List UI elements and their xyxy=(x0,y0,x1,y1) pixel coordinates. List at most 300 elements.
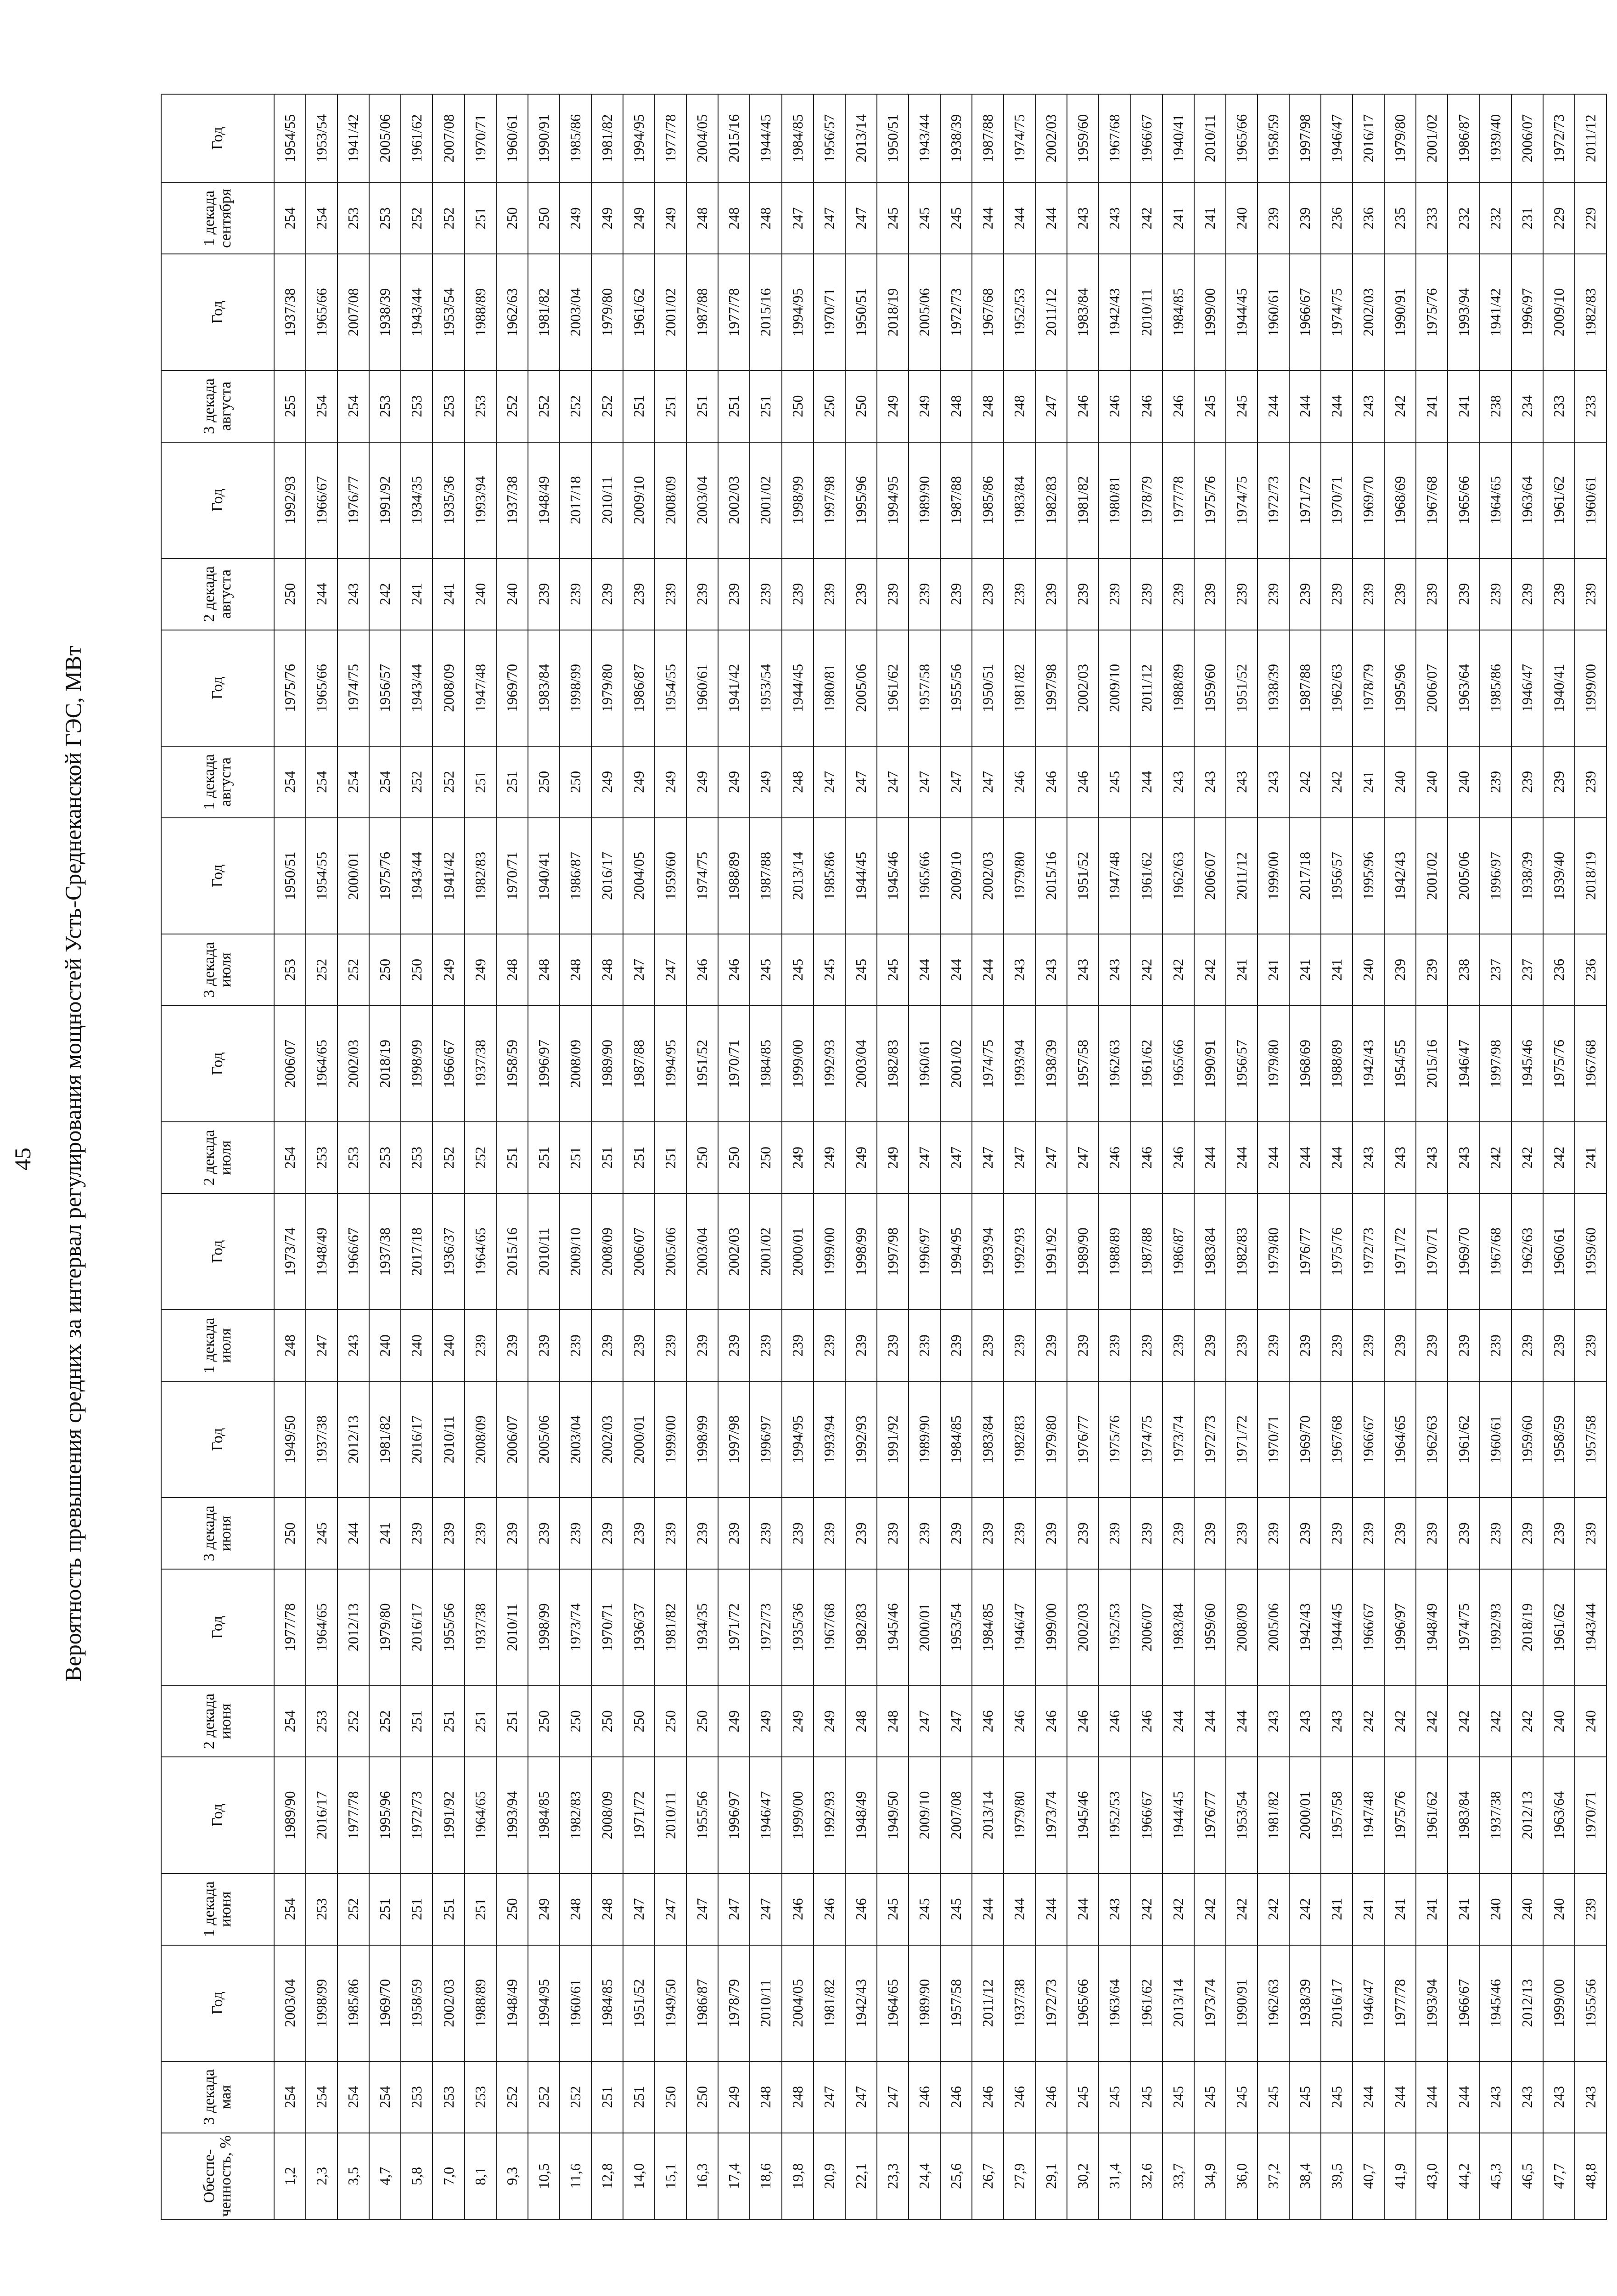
table-cell: 1995/96 xyxy=(369,1757,401,1873)
table-cell: 239 xyxy=(782,1497,814,1569)
table-cell: 48,8 xyxy=(1575,2133,1606,2219)
table-cell: 239 xyxy=(1035,1310,1067,1381)
table-cell: 239 xyxy=(1353,1497,1384,1569)
table-cell: 2012/13 xyxy=(1511,1945,1543,2061)
table-cell: 1985/86 xyxy=(1480,630,1511,746)
table-cell: 249 xyxy=(877,1122,909,1193)
table-cell: 243 xyxy=(1035,934,1067,1006)
table-cell: 1977/78 xyxy=(655,94,686,182)
table-cell: 247 xyxy=(718,1874,750,1945)
table-cell: 1970/71 xyxy=(465,94,496,182)
table-cell: 1936/37 xyxy=(432,1193,464,1310)
table-cell: 254 xyxy=(369,746,401,818)
table-cell: 1951/52 xyxy=(686,1006,718,1122)
table-row xyxy=(401,94,432,2219)
table-cell: 1966/67 xyxy=(1353,1569,1384,1685)
table-cell: 246 xyxy=(814,1874,845,1945)
table-cell: 1965/66 xyxy=(1226,94,1258,182)
table-cell: 1954/55 xyxy=(655,630,686,746)
table-cell: 239 xyxy=(1194,1310,1226,1381)
table-cell: 2006/07 xyxy=(1416,630,1448,746)
table-cell: 1992/93 xyxy=(274,442,306,558)
table-cell: 1950/51 xyxy=(972,630,1004,746)
table-cell: 1953/54 xyxy=(750,630,781,746)
table-cell: 1942/43 xyxy=(1099,254,1130,370)
table-cell: 2007/08 xyxy=(432,94,464,182)
table-cell: 242 xyxy=(1511,1122,1543,1193)
column-header: Год xyxy=(161,818,274,934)
table-cell: 239 xyxy=(528,1310,560,1381)
table-cell: 242 xyxy=(1384,371,1416,442)
table-cell: 248 xyxy=(750,182,781,254)
table-cell: 245 xyxy=(1194,2061,1226,2133)
table-cell: 1978/79 xyxy=(1131,442,1162,558)
table-cell: 242 xyxy=(1131,1874,1162,1945)
table-cell: 2002/03 xyxy=(1067,630,1099,746)
table-cell: 243 xyxy=(1099,934,1130,1006)
table-cell: 246 xyxy=(718,934,750,1006)
table-cell: 242 xyxy=(1384,1685,1416,1757)
table-cell: 229 xyxy=(1575,182,1606,254)
table-cell: 1977/78 xyxy=(274,1569,306,1685)
table-cell: 241 xyxy=(1162,182,1194,254)
table-cell: 245 xyxy=(1099,2061,1130,2133)
table-cell: 1988/89 xyxy=(1099,1193,1130,1310)
table-cell: 26,7 xyxy=(972,2133,1004,2219)
table-cell: 242 xyxy=(1131,182,1162,254)
table-cell: 1988/89 xyxy=(718,818,750,934)
table-cell: 254 xyxy=(274,1122,306,1193)
table-cell: 244 xyxy=(1067,1874,1099,1945)
table-cell: 238 xyxy=(1480,371,1511,442)
table-cell: 2012/13 xyxy=(337,1569,369,1685)
table-cell: 1943/44 xyxy=(401,254,432,370)
table-cell: 1973/74 xyxy=(274,1193,306,1310)
table-cell: 242 xyxy=(1258,1874,1289,1945)
table-cell: 1985/86 xyxy=(814,818,845,934)
table-cell: 240 xyxy=(1416,746,1448,818)
table-cell: 2008/09 xyxy=(465,1381,496,1497)
table-cell: 1944/45 xyxy=(1162,1757,1194,1873)
table-cell: 249 xyxy=(591,182,623,254)
table-row xyxy=(1384,94,1416,2219)
table-cell: 1938/39 xyxy=(1289,1945,1321,2061)
table-cell: 244 xyxy=(909,934,940,1006)
table-cell: 1994/95 xyxy=(940,1193,972,1310)
table-cell: 1981/82 xyxy=(1258,1757,1289,1873)
table-cell: 239 xyxy=(1289,1310,1321,1381)
table-cell: 1972/73 xyxy=(750,1569,781,1685)
table-cell: 239 xyxy=(1416,934,1448,1006)
table-cell: 1991/92 xyxy=(369,442,401,558)
table-cell: 243 xyxy=(1194,746,1226,818)
table-cell: 248 xyxy=(1004,371,1035,442)
table-cell: 240 xyxy=(1480,1874,1511,1945)
table-cell: 1937/38 xyxy=(1480,1757,1511,1873)
table-cell: 252 xyxy=(496,371,528,442)
table-cell: 247 xyxy=(814,746,845,818)
column-header: 2 декада августа xyxy=(161,558,274,630)
table-cell: 1987/88 xyxy=(1289,630,1321,746)
table-cell: 1966/67 xyxy=(1353,1381,1384,1497)
table-cell: 241 xyxy=(1416,371,1448,442)
table-cell: 1937/38 xyxy=(465,1569,496,1685)
table-cell: 1985/86 xyxy=(337,1945,369,2061)
table-cell: 246 xyxy=(1004,746,1035,818)
page-number: 45 xyxy=(10,1148,35,1171)
table-cell: 239 xyxy=(528,558,560,630)
table-cell: 239 xyxy=(1511,1310,1543,1381)
column-header: Год xyxy=(161,1757,274,1873)
table-cell: 2016/17 xyxy=(401,1569,432,1685)
table-cell: 239 xyxy=(1480,1497,1511,1569)
table-cell: 2008/09 xyxy=(591,1757,623,1873)
table-cell: 239 xyxy=(909,1497,940,1569)
table-cell: 254 xyxy=(306,746,337,818)
table-cell: 251 xyxy=(718,371,750,442)
table-cell: 1952/53 xyxy=(1004,254,1035,370)
table-cell: 239 xyxy=(655,558,686,630)
table-cell: 1974/75 xyxy=(972,1006,1004,1122)
table-cell: 1949/50 xyxy=(655,1945,686,2061)
table-cell: 1934/35 xyxy=(401,442,432,558)
table-cell: 2006/07 xyxy=(623,1193,655,1310)
table-cell: 248 xyxy=(274,1310,306,1381)
table-cell: 1968/69 xyxy=(1289,1006,1321,1122)
table-cell: 2001/02 xyxy=(940,1006,972,1122)
table-cell: 2001/02 xyxy=(750,442,781,558)
table-cell: 1997/98 xyxy=(877,1193,909,1310)
table-cell: 1990/91 xyxy=(1384,254,1416,370)
table-cell: 243 xyxy=(1099,1874,1130,1945)
table-cell: 1938/39 xyxy=(1258,630,1289,746)
table-cell: 45,3 xyxy=(1480,2133,1511,2219)
table-cell: 1968/69 xyxy=(1384,442,1416,558)
table-cell: 1955/56 xyxy=(686,1757,718,1873)
table-cell: 239 xyxy=(1067,1310,1099,1381)
table-cell: 1996/97 xyxy=(1511,254,1543,370)
table-row xyxy=(274,94,306,2219)
table-cell: 247 xyxy=(909,746,940,818)
table-cell: 243 xyxy=(1384,1122,1416,1193)
table-cell: 1937/38 xyxy=(306,1381,337,1497)
table-cell: 253 xyxy=(401,2061,432,2133)
table-cell: 1,2 xyxy=(274,2133,306,2219)
table-cell: 1966/67 xyxy=(306,442,337,558)
table-cell: 1973/74 xyxy=(1194,1945,1226,2061)
table-cell: 1987/88 xyxy=(1131,1193,1162,1310)
table-cell: 1953/54 xyxy=(940,1569,972,1685)
table-cell: 249 xyxy=(623,746,655,818)
table-cell: 239 xyxy=(623,1310,655,1381)
table-cell: 2003/04 xyxy=(560,1381,591,1497)
table-cell: 2,3 xyxy=(306,2133,337,2219)
table-body xyxy=(274,94,1606,2219)
table-cell: 250 xyxy=(528,1685,560,1757)
table-cell: 239 xyxy=(845,1310,877,1381)
table-cell: 1962/63 xyxy=(1258,1945,1289,2061)
table-cell: 251 xyxy=(560,1122,591,1193)
table-row xyxy=(782,94,814,2219)
table-cell: 1938/39 xyxy=(1035,1006,1067,1122)
table-cell: 2016/17 xyxy=(1353,94,1384,182)
table-cell: 1986/87 xyxy=(623,630,655,746)
table-cell: 250 xyxy=(528,182,560,254)
table-cell: 2002/03 xyxy=(432,1945,464,2061)
table-cell: 252 xyxy=(591,371,623,442)
table-cell: 1981/82 xyxy=(1067,442,1099,558)
table-cell: 254 xyxy=(306,371,337,442)
table-cell: 244 xyxy=(1353,2061,1384,2133)
table-cell: 245 xyxy=(845,934,877,1006)
table-cell: 8,1 xyxy=(465,2133,496,2219)
table-cell: 1967/68 xyxy=(814,1569,845,1685)
table-cell: 29,1 xyxy=(1035,2133,1067,2219)
table-cell: 1961/62 xyxy=(1448,1381,1479,1497)
table-cell: 37,2 xyxy=(1258,2133,1289,2219)
table-cell: 1965/66 xyxy=(1162,1006,1194,1122)
table-cell: 2005/06 xyxy=(909,254,940,370)
table-cell: 1994/95 xyxy=(782,254,814,370)
column-header: Год xyxy=(161,1381,274,1497)
table-cell: 248 xyxy=(782,746,814,818)
table-cell: 39,5 xyxy=(1321,2133,1353,2219)
table-cell: 242 xyxy=(1194,1874,1226,1945)
table-cell: 1996/97 xyxy=(1480,818,1511,934)
table-cell: 252 xyxy=(528,2061,560,2133)
table-cell: 20,9 xyxy=(814,2133,845,2219)
table-cell: 247 xyxy=(845,746,877,818)
table-cell: 244 xyxy=(972,1874,1004,1945)
table-cell: 1972/73 xyxy=(401,1757,432,1873)
table-cell: 1990/91 xyxy=(528,94,560,182)
table-cell: 245 xyxy=(306,1497,337,1569)
table-cell: 1938/39 xyxy=(369,254,401,370)
table-cell: 251 xyxy=(432,1685,464,1757)
table-cell: 1973/74 xyxy=(1162,1381,1194,1497)
table-cell: 2003/04 xyxy=(274,1945,306,2061)
table-cell: 1982/83 xyxy=(877,1006,909,1122)
table-cell: 2000/01 xyxy=(623,1381,655,1497)
table-cell: 1957/58 xyxy=(1575,1381,1606,1497)
table-cell: 2001/02 xyxy=(750,1193,781,1310)
table-cell: 239 xyxy=(1543,558,1575,630)
table-cell: 250 xyxy=(718,1122,750,1193)
table-row xyxy=(814,94,845,2219)
table-cell: 239 xyxy=(972,1497,1004,1569)
table-cell: 1985/86 xyxy=(560,94,591,182)
table-row xyxy=(940,94,972,2219)
table-cell: 239 xyxy=(591,1497,623,1569)
table-cell: 243 xyxy=(1416,1122,1448,1193)
table-header-row xyxy=(161,94,274,2219)
table-cell: 239 xyxy=(909,558,940,630)
table-cell: 2017/18 xyxy=(560,442,591,558)
table-cell: 239 xyxy=(1416,1497,1448,1569)
table-cell: 1999/00 xyxy=(782,1006,814,1122)
table-row xyxy=(1004,94,1035,2219)
table-cell: 246 xyxy=(1131,371,1162,442)
table-cell: 2003/04 xyxy=(560,254,591,370)
column-header: Год xyxy=(161,630,274,746)
table-cell: 240 xyxy=(401,1310,432,1381)
table-cell: 1977/78 xyxy=(1162,442,1194,558)
table-cell: 245 xyxy=(1226,371,1258,442)
table-cell: 2015/16 xyxy=(496,1193,528,1310)
table-cell: 1969/70 xyxy=(1448,1193,1479,1310)
table-cell: 1951/52 xyxy=(1067,818,1099,934)
table-cell: 239 xyxy=(1511,558,1543,630)
table-cell: 249 xyxy=(782,1122,814,1193)
table-cell: 245 xyxy=(909,182,940,254)
table-cell: 251 xyxy=(623,2061,655,2133)
table-cell: 246 xyxy=(1004,2061,1035,2133)
probability-table xyxy=(161,94,1607,2220)
table-cell: 1970/71 xyxy=(1321,442,1353,558)
table-cell: 1962/63 xyxy=(1416,1381,1448,1497)
table-cell: 1997/98 xyxy=(1035,630,1067,746)
table-cell: 2006/07 xyxy=(274,1006,306,1122)
table-cell: 243 xyxy=(1353,1122,1384,1193)
table-cell: 239 xyxy=(1543,1310,1575,1381)
table-cell: 239 xyxy=(845,1497,877,1569)
table-cell: 242 xyxy=(1353,1685,1384,1757)
table-cell: 2003/04 xyxy=(686,1193,718,1310)
table-cell: 241 xyxy=(1353,1874,1384,1945)
table-cell: 2011/12 xyxy=(972,1945,1004,2061)
table-cell: 239 xyxy=(1289,182,1321,254)
table-cell: 253 xyxy=(465,371,496,442)
table-cell: 254 xyxy=(274,1874,306,1945)
table-cell: 239 xyxy=(877,558,909,630)
table-cell: 2001/02 xyxy=(655,254,686,370)
table-cell: 244 xyxy=(1035,182,1067,254)
table-cell: 1988/89 xyxy=(1162,630,1194,746)
table-cell: 1979/80 xyxy=(591,630,623,746)
table-cell: 239 xyxy=(1575,1310,1606,1381)
table-cell: 247 xyxy=(623,1874,655,1945)
table-cell: 242 xyxy=(1289,746,1321,818)
column-header: 1 декада сентября xyxy=(161,182,274,254)
table-cell: 251 xyxy=(623,1122,655,1193)
table-cell: 1983/84 xyxy=(528,630,560,746)
table-cell: 1974/75 xyxy=(1131,1381,1162,1497)
table-cell: 241 xyxy=(1321,934,1353,1006)
table-cell: 239 xyxy=(1575,746,1606,818)
table-cell: 1987/88 xyxy=(623,1006,655,1122)
table-cell: 252 xyxy=(337,1874,369,1945)
table-cell: 1959/60 xyxy=(1194,630,1226,746)
table-cell: 242 xyxy=(1289,1874,1321,1945)
table-cell: 12,8 xyxy=(591,2133,623,2219)
table-cell: 1974/75 xyxy=(1321,254,1353,370)
column-header: 3 декада августа xyxy=(161,371,274,442)
table-cell: 15,1 xyxy=(655,2133,686,2219)
table-cell: 1951/52 xyxy=(1226,630,1258,746)
table-cell: 244 xyxy=(1194,1122,1226,1193)
table-cell: 239 xyxy=(1384,1497,1416,1569)
table-cell: 1971/72 xyxy=(623,1757,655,1873)
table-cell: 1970/71 xyxy=(496,818,528,934)
table-cell: 1946/47 xyxy=(750,1757,781,1873)
table-cell: 2007/08 xyxy=(940,1757,972,1873)
table-cell: 244 xyxy=(1258,371,1289,442)
table-cell: 1989/90 xyxy=(909,1945,940,2061)
table-cell: 1964/65 xyxy=(877,1945,909,2061)
table-cell: 247 xyxy=(1004,1122,1035,1193)
table-cell: 248 xyxy=(686,182,718,254)
table-cell: 250 xyxy=(845,371,877,442)
table-cell: 241 xyxy=(1416,1874,1448,1945)
table-cell: 2015/16 xyxy=(718,94,750,182)
table-cell: 1958/59 xyxy=(496,1006,528,1122)
table-cell: 241 xyxy=(1353,746,1384,818)
table-cell: 2010/11 xyxy=(750,1945,781,2061)
table-cell: 1948/49 xyxy=(845,1757,877,1873)
table-cell: 1949/50 xyxy=(877,1757,909,1873)
table-cell: 1993/94 xyxy=(1004,1006,1035,1122)
table-cell: 1972/73 xyxy=(940,254,972,370)
table-cell: 243 xyxy=(1480,2061,1511,2133)
table-cell: 1998/99 xyxy=(306,1945,337,2061)
table-cell: 1999/00 xyxy=(655,1381,686,1497)
table-cell: 249 xyxy=(686,746,718,818)
table-cell: 2013/14 xyxy=(845,94,877,182)
table-cell: 243 xyxy=(1448,1122,1479,1193)
table-cell: 239 xyxy=(686,1497,718,1569)
table-cell: 239 xyxy=(1384,1310,1416,1381)
table-cell: 1976/77 xyxy=(1289,1193,1321,1310)
table-cell: 1994/95 xyxy=(877,442,909,558)
table-cell: 253 xyxy=(306,1685,337,1757)
table-cell: 1959/60 xyxy=(1511,1381,1543,1497)
table-cell: 1964/65 xyxy=(465,1193,496,1310)
table-cell: 244 xyxy=(1416,2061,1448,2133)
table-cell: 1964/65 xyxy=(1384,1381,1416,1497)
table-cell: 1976/77 xyxy=(337,442,369,558)
table-cell: 239 xyxy=(940,1310,972,1381)
table-cell: 249 xyxy=(845,1122,877,1193)
table-cell: 239 xyxy=(1543,746,1575,818)
table-cell: 1974/75 xyxy=(1448,1569,1479,1685)
table-cell: 239 xyxy=(1384,558,1416,630)
table-cell: 2012/13 xyxy=(1511,1757,1543,1873)
table-cell: 239 xyxy=(1162,558,1194,630)
table-cell: 246 xyxy=(1035,746,1067,818)
table-cell: 244 xyxy=(306,558,337,630)
table-cell: 1960/61 xyxy=(1258,254,1289,370)
table-cell: 249 xyxy=(465,934,496,1006)
table-cell: 245 xyxy=(1194,371,1226,442)
table-cell: 1999/00 xyxy=(1543,1945,1575,2061)
column-header: Год xyxy=(161,442,274,558)
table-cell: 239 xyxy=(1067,558,1099,630)
table-cell: 1979/80 xyxy=(1004,1757,1035,1873)
table-cell: 1945/46 xyxy=(877,818,909,934)
column-header: Год xyxy=(161,1569,274,1685)
table-cell: 250 xyxy=(401,934,432,1006)
table-cell: 239 xyxy=(623,558,655,630)
table-cell: 243 xyxy=(1004,934,1035,1006)
table-cell: 241 xyxy=(1448,371,1479,442)
table-cell: 239 xyxy=(718,1497,750,1569)
table-cell: 1975/76 xyxy=(1099,1381,1130,1497)
table-cell: 239 xyxy=(1258,1497,1289,1569)
table-cell: 245 xyxy=(814,934,845,1006)
table-cell: 1962/63 xyxy=(1099,1006,1130,1122)
table-cell: 239 xyxy=(1353,558,1384,630)
table-cell: 1994/95 xyxy=(655,1006,686,1122)
